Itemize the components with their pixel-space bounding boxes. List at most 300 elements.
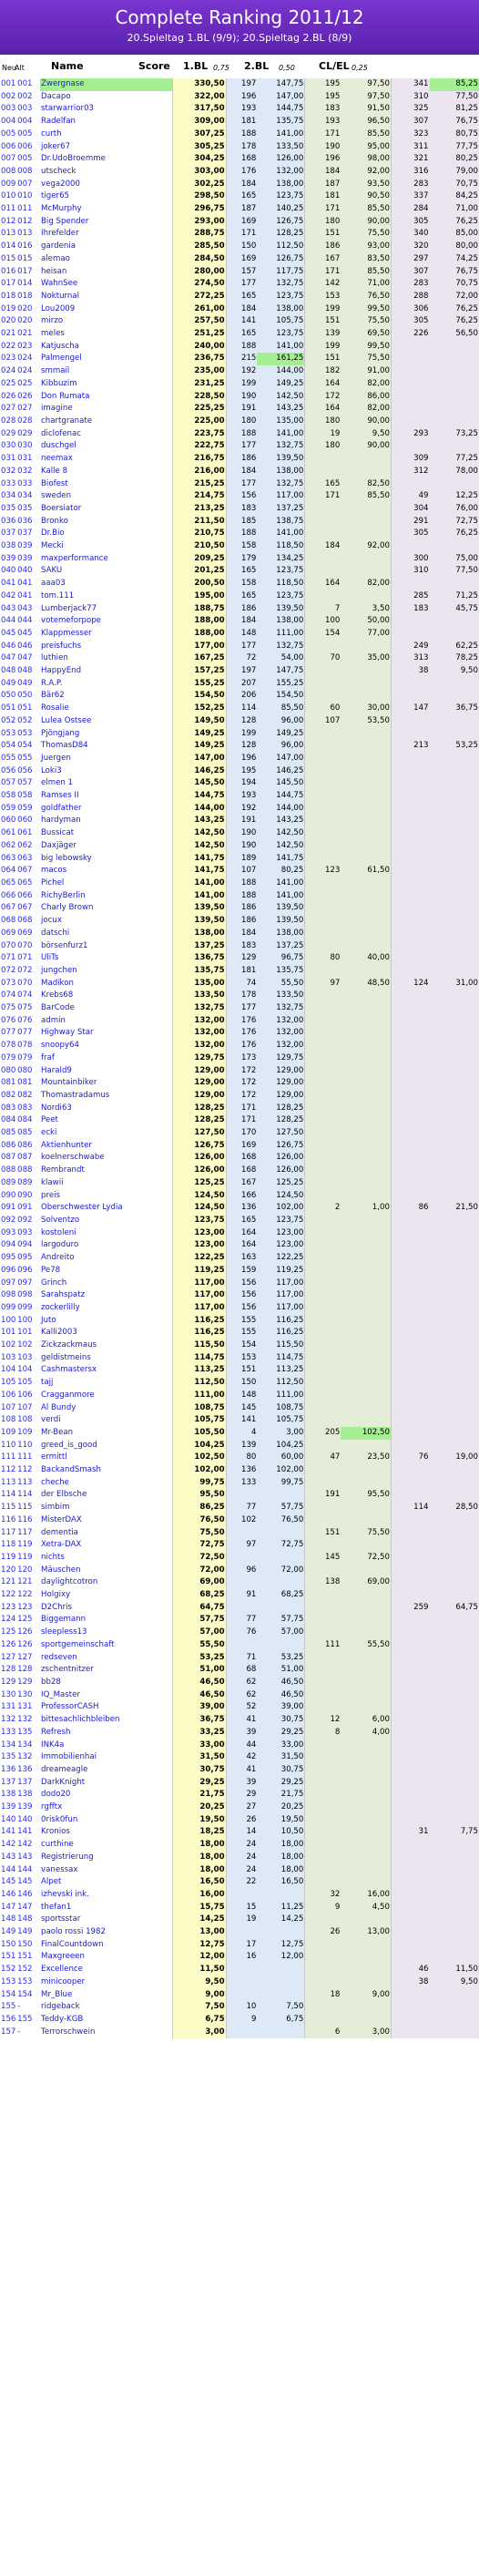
rank-old: 041 — [17, 590, 33, 600]
bl1-points: 10 — [226, 2001, 257, 2014]
score: 305,25 — [173, 141, 226, 154]
rank-new: 148 — [1, 1914, 16, 1924]
score: 143,25 — [173, 815, 226, 827]
table-row — [0, 190, 479, 203]
score: 129,00 — [173, 1090, 226, 1103]
bl1-points: 189 — [226, 853, 257, 866]
bl1-score: 135,75 — [257, 116, 304, 128]
clel-score — [430, 615, 479, 628]
rank-new: 017 — [1, 279, 16, 289]
bl2-score — [341, 1689, 391, 1702]
score: 155,25 — [173, 678, 226, 691]
bl1-score: 132,00 — [257, 1027, 304, 1040]
bl1-score: 132,75 — [257, 478, 304, 491]
player-name: tajj — [41, 1378, 54, 1388]
clel-points: 291 — [391, 516, 429, 529]
clel-score — [430, 1740, 479, 1752]
table-row — [0, 1914, 479, 1926]
bl2-points — [305, 1602, 341, 1615]
bl1-points: 41 — [226, 1714, 257, 1727]
bl2-score: 96,50 — [341, 116, 391, 128]
bl2-score — [341, 565, 391, 578]
rank-old: 034 — [17, 491, 33, 501]
bl2-points — [305, 1090, 341, 1103]
bl2-score — [341, 503, 391, 516]
clel-points — [391, 403, 429, 416]
bl1-points: 186 — [226, 603, 257, 616]
clel-score: 73,25 — [430, 428, 479, 441]
clel-score — [430, 1289, 479, 1302]
clel-score — [430, 1764, 479, 1777]
clel-score: 81,25 — [430, 103, 479, 116]
clel-points — [391, 965, 429, 978]
bl1-score: 138,00 — [257, 928, 304, 940]
bl1-points: 16 — [226, 1951, 257, 1964]
score: 136,75 — [173, 952, 226, 965]
table-row — [0, 1926, 479, 1939]
bl2-points — [305, 1464, 341, 1477]
clel-score — [430, 1751, 479, 1764]
bl1-points: 176 — [226, 1040, 257, 1052]
table-row — [0, 1040, 479, 1052]
clel-score — [430, 1327, 479, 1339]
clel-points — [391, 1140, 429, 1153]
bl2-points — [305, 678, 341, 691]
bl1-points: 97 — [226, 1539, 257, 1552]
player-name: Charly Brown — [41, 903, 94, 913]
score: 154,50 — [173, 690, 226, 703]
bl1-score: 60,00 — [257, 1452, 304, 1464]
bl1-score: 11,25 — [257, 1902, 304, 1914]
clel-points: 307 — [391, 116, 429, 128]
clel-score: 64,75 — [430, 1602, 479, 1615]
clel-points: 307 — [391, 266, 429, 279]
score: 33,25 — [173, 1727, 226, 1740]
bl1-score: 53,25 — [257, 1652, 304, 1665]
table-row — [0, 341, 479, 354]
player-name: largoduro — [41, 1240, 79, 1250]
score: 13,00 — [173, 1926, 226, 1939]
bl2-points: 171 — [305, 490, 341, 503]
bl2-score: 82,00 — [341, 578, 391, 590]
bl2-points: 171 — [305, 203, 341, 216]
table-row — [0, 2014, 479, 2027]
player-name: Daxjäger — [41, 840, 76, 850]
bl1-score: 132,75 — [257, 641, 304, 653]
table-row — [0, 728, 479, 741]
clel-score: 80,75 — [430, 128, 479, 141]
player-name: IQ_Master — [41, 1689, 80, 1699]
bl1-points — [226, 1976, 257, 1989]
score: 139,50 — [173, 915, 226, 928]
bl2-score — [341, 1103, 391, 1115]
clel-points — [391, 1427, 429, 1440]
clel-score — [430, 1364, 479, 1377]
rank-old: 112 — [17, 1465, 33, 1475]
rank-new: 096 — [1, 1265, 16, 1275]
rank-old: 147 — [17, 1902, 33, 1912]
bl1-points: 172 — [226, 1090, 257, 1103]
bl1-score: 104,25 — [257, 1440, 304, 1452]
score: 240,00 — [173, 341, 226, 354]
score: 128,25 — [173, 1103, 226, 1115]
bl2-points — [305, 1227, 341, 1240]
score: 126,00 — [173, 1165, 226, 1177]
bl1-score: 123,00 — [257, 1239, 304, 1252]
col-neu: Neu — [2, 64, 16, 72]
clel-points: 283 — [391, 179, 429, 191]
bl2-score — [341, 1789, 391, 1801]
bl2-score — [341, 1239, 391, 1252]
table-row — [0, 1801, 479, 1814]
player-name: Kibbuzim — [41, 378, 77, 388]
rank-old: 056 — [17, 765, 33, 775]
bl1-score: 18,00 — [257, 1864, 304, 1877]
bl2-points — [305, 1864, 341, 1877]
score: 285,50 — [173, 241, 226, 253]
clel-points: 183 — [391, 603, 429, 616]
clel-points — [391, 990, 429, 1002]
rank-new: 155 — [1, 2002, 16, 2012]
rank-new: 130 — [1, 1689, 16, 1699]
clel-points — [391, 715, 429, 728]
rank-old: 089 — [17, 1177, 33, 1187]
bl2-points: 165 — [305, 478, 341, 491]
rank-new: 116 — [1, 1514, 16, 1524]
rank-new: 020 — [1, 316, 16, 326]
clel-score — [430, 1165, 479, 1177]
bl2-score: 85,50 — [341, 203, 391, 216]
bl1-points: 156 — [226, 490, 257, 503]
bl1-score: 96,75 — [257, 952, 304, 965]
bl1-score: 132,00 — [257, 1015, 304, 1028]
bl2-points: 205 — [305, 1427, 341, 1440]
bl2-score: 9,00 — [341, 1989, 391, 2002]
player-name: votemeforpope — [41, 616, 101, 626]
score: 225,00 — [173, 416, 226, 428]
clel-score — [430, 1576, 479, 1589]
clel-points: 38 — [391, 665, 429, 678]
bl1-score: 141,00 — [257, 890, 304, 903]
clel-score — [430, 1926, 479, 1939]
bl1-points: 199 — [226, 378, 257, 391]
bl1-score: 126,75 — [257, 253, 304, 266]
score: 284,50 — [173, 253, 226, 266]
bl2-points — [305, 728, 341, 741]
score: 216,00 — [173, 466, 226, 478]
bl1-points: 71 — [226, 1652, 257, 1665]
rank-new: 035 — [1, 503, 16, 513]
clel-score — [430, 1103, 479, 1115]
clel-points — [391, 1714, 429, 1727]
clel-score — [430, 378, 479, 391]
rank-old: 014 — [17, 279, 33, 289]
table-row — [0, 890, 479, 903]
bl2-score: 102,50 — [341, 1427, 391, 1440]
bl2-score — [341, 1589, 391, 1602]
rank-old: 082 — [17, 1090, 33, 1100]
rank-old: 113 — [17, 1477, 33, 1487]
table-row — [0, 391, 479, 404]
rank-old: 012 — [17, 216, 33, 226]
rank-old: 015 — [17, 253, 33, 263]
bl1-score: 20,25 — [257, 1801, 304, 1814]
bl2-points — [305, 1114, 341, 1127]
player-name: Pichel — [41, 878, 65, 888]
player-name: Oberschwester Lydia — [41, 1203, 123, 1213]
bl1-score: 6,75 — [257, 2014, 304, 2027]
bl1-points — [226, 1926, 257, 1939]
clel-points — [391, 378, 429, 391]
bl2-points — [305, 1826, 341, 1839]
clel-points — [391, 803, 429, 816]
score: 210,50 — [173, 540, 226, 553]
score: 231,25 — [173, 378, 226, 391]
rank-old: 049 — [17, 678, 33, 688]
clel-score — [430, 391, 479, 404]
rank-new: 060 — [1, 816, 16, 826]
rank-new: 105 — [1, 1378, 16, 1388]
bl1-score: 21,75 — [257, 1789, 304, 1801]
rank-new: 157 — [1, 2027, 16, 2037]
bl2-score: 40,00 — [341, 952, 391, 965]
bl1-points — [226, 1964, 257, 1976]
clel-score — [430, 1652, 479, 1665]
rank-old: 119 — [17, 1552, 33, 1562]
rank-old: 110 — [17, 1440, 33, 1450]
rank-new: 106 — [1, 1390, 16, 1400]
clel-points — [391, 1127, 429, 1140]
clel-points — [391, 777, 429, 790]
bl1-score: 139,50 — [257, 603, 304, 616]
player-name: Mr_Blue — [41, 1989, 73, 1999]
clel-points — [391, 1565, 429, 1577]
rank-old: 001 — [17, 79, 33, 88]
player-name: sweden — [41, 491, 72, 501]
bl1-points: 190 — [226, 840, 257, 853]
clel-score: 71,25 — [430, 590, 479, 603]
player-name: kostoleni — [41, 1227, 76, 1237]
rank-new: 012 — [1, 216, 16, 226]
clel-points — [391, 1289, 429, 1302]
bl1-points: 168 — [226, 1152, 257, 1165]
bl1-points: 24 — [226, 1839, 257, 1852]
rank-old: 155 — [17, 2014, 33, 2024]
rank-old: 002 — [17, 91, 33, 101]
bl1-points: 188 — [226, 890, 257, 903]
player-name: smmail — [41, 366, 70, 376]
bl2-points: 180 — [305, 416, 341, 428]
bl2-score — [341, 1764, 391, 1777]
rank-old: 024 — [17, 366, 33, 376]
rank-new: 118 — [1, 1540, 16, 1550]
rank-old: 090 — [17, 1190, 33, 1200]
player-name: minicooper — [41, 1976, 86, 1986]
clel-score — [430, 1839, 479, 1852]
bl2-points: 184 — [305, 166, 341, 179]
score: 19,50 — [173, 1814, 226, 1827]
bl2-score — [341, 1065, 391, 1078]
bl2-points — [305, 528, 341, 540]
score: 36,75 — [173, 1714, 226, 1727]
player-name: Loki3 — [41, 765, 62, 775]
bl1-points: 184 — [226, 179, 257, 191]
table-row — [0, 1327, 479, 1339]
rank-old: 108 — [17, 1415, 33, 1425]
bl1-points — [226, 1989, 257, 2002]
table-row — [0, 1976, 479, 1989]
bl2-points — [305, 641, 341, 653]
clel-points: 306 — [391, 303, 429, 316]
bl2-score: 82,00 — [341, 378, 391, 391]
bl1-score: 133,50 — [257, 141, 304, 154]
bl2-points — [305, 1689, 341, 1702]
bl2-points — [305, 1701, 341, 1714]
bl2-points — [305, 1502, 341, 1514]
table-row — [0, 1289, 479, 1302]
col-clel-factor: 0,25 — [352, 64, 368, 72]
rank-new: 091 — [1, 1203, 16, 1213]
player-name: FinalCountdown — [41, 1939, 104, 1949]
bl1-points: 191 — [226, 403, 257, 416]
rank-new: 059 — [1, 803, 16, 813]
rank-new: 007 — [1, 154, 16, 164]
clel-points — [391, 1152, 429, 1165]
table-row — [0, 1315, 479, 1328]
player-name: Mr-Bean — [41, 1427, 74, 1437]
bl1-points: 207 — [226, 678, 257, 691]
bl2-score: 99,50 — [341, 303, 391, 316]
clel-points — [391, 1789, 429, 1801]
rank-new: 154 — [1, 1989, 16, 1999]
rank-old: 003 — [17, 104, 33, 114]
bl1-points: 72 — [226, 652, 257, 665]
rank-old: 075 — [17, 1003, 33, 1013]
bl2-points: 32 — [305, 1889, 341, 1902]
rank-new: 021 — [1, 329, 16, 339]
clel-points — [391, 2014, 429, 2027]
table-row — [0, 590, 479, 603]
bl2-points — [305, 1976, 341, 1989]
bl2-score — [341, 1740, 391, 1752]
bl2-points — [305, 1589, 341, 1602]
bl1-points: 148 — [226, 1390, 257, 1402]
bl2-score — [341, 678, 391, 691]
clel-score: 7,75 — [430, 1826, 479, 1839]
bl2-score: 48,50 — [341, 978, 391, 990]
rank-new: 047 — [1, 653, 16, 663]
bl1-score: 149,25 — [257, 728, 304, 741]
rank-old: 145 — [17, 1877, 33, 1887]
bl2-score — [341, 1140, 391, 1153]
player-name: elmen 1 — [41, 778, 74, 788]
rank-new: 019 — [1, 303, 16, 313]
clel-points — [391, 1215, 429, 1227]
score: 129,00 — [173, 1077, 226, 1090]
clel-score — [430, 2014, 479, 2027]
rank-new: 107 — [1, 1402, 16, 1412]
bl1-score: 132,75 — [257, 278, 304, 291]
clel-score — [430, 1190, 479, 1203]
bl2-points: 167 — [305, 253, 341, 266]
rank-old: 081 — [17, 1078, 33, 1088]
bl2-points — [305, 1652, 341, 1665]
bl1-points: 150 — [226, 1377, 257, 1390]
bl1-points: 14 — [226, 1826, 257, 1839]
bl1-points: 169 — [226, 1140, 257, 1153]
clel-score: 78,00 — [430, 466, 479, 478]
rank-new: 122 — [1, 1590, 16, 1600]
rank-old: 024 — [17, 354, 33, 364]
score: 211,50 — [173, 516, 226, 529]
clel-points: 285 — [391, 590, 429, 603]
bl2-score: 97,50 — [341, 78, 391, 91]
clel-points — [391, 1677, 429, 1689]
table-row — [0, 1964, 479, 1976]
rank-new: 043 — [1, 603, 16, 613]
bl1-points: 199 — [226, 728, 257, 741]
player-name: Lulea Ostsee — [41, 715, 92, 725]
table-row — [0, 353, 479, 365]
table-row — [0, 790, 479, 803]
clel-points: 320 — [391, 241, 429, 253]
rank-new: 109 — [1, 1427, 16, 1437]
bl2-score: 95,00 — [341, 141, 391, 154]
rank-old: 007 — [17, 179, 33, 189]
player-name: Sarahspatz — [41, 1290, 86, 1300]
clel-score — [430, 1127, 479, 1140]
rank-old: 128 — [17, 1665, 33, 1675]
table-row — [0, 241, 479, 253]
score: 102,00 — [173, 1464, 226, 1477]
bl1-points: 26 — [226, 1814, 257, 1827]
score: 114,75 — [173, 1352, 226, 1365]
player-name: Bussicat — [41, 828, 75, 838]
player-name: Bronko — [41, 516, 68, 526]
bl2-points — [305, 740, 341, 753]
bl2-score — [341, 1414, 391, 1427]
clel-points: 288 — [391, 291, 429, 303]
clel-points — [391, 391, 429, 404]
player-name: Holgixy — [41, 1590, 71, 1600]
clel-score — [430, 728, 479, 741]
score: 68,25 — [173, 1589, 226, 1602]
rank-old: 005 — [17, 128, 33, 139]
table-row — [0, 1814, 479, 1827]
score: 223,75 — [173, 428, 226, 441]
score: 105,75 — [173, 1414, 226, 1427]
clel-points — [391, 1876, 429, 1889]
score: 53,25 — [173, 1652, 226, 1665]
clel-score — [430, 1714, 479, 1727]
clel-score — [430, 777, 479, 790]
player-name: aaa03 — [41, 579, 66, 589]
bl1-score: 137,25 — [257, 940, 304, 953]
bl2-score — [341, 1914, 391, 1926]
rank-new: 041 — [1, 579, 16, 589]
player-name: Xetra-DAX — [41, 1540, 82, 1550]
bl2-score — [341, 840, 391, 853]
score: 152,25 — [173, 703, 226, 715]
score: 139,50 — [173, 902, 226, 915]
clel-points: 213 — [391, 740, 429, 753]
bl2-score — [341, 1440, 391, 1452]
clel-score — [430, 1902, 479, 1914]
table-row — [0, 803, 479, 816]
clel-points: 249 — [391, 641, 429, 653]
clel-points — [391, 690, 429, 703]
rank-new: 124 — [1, 1615, 16, 1625]
